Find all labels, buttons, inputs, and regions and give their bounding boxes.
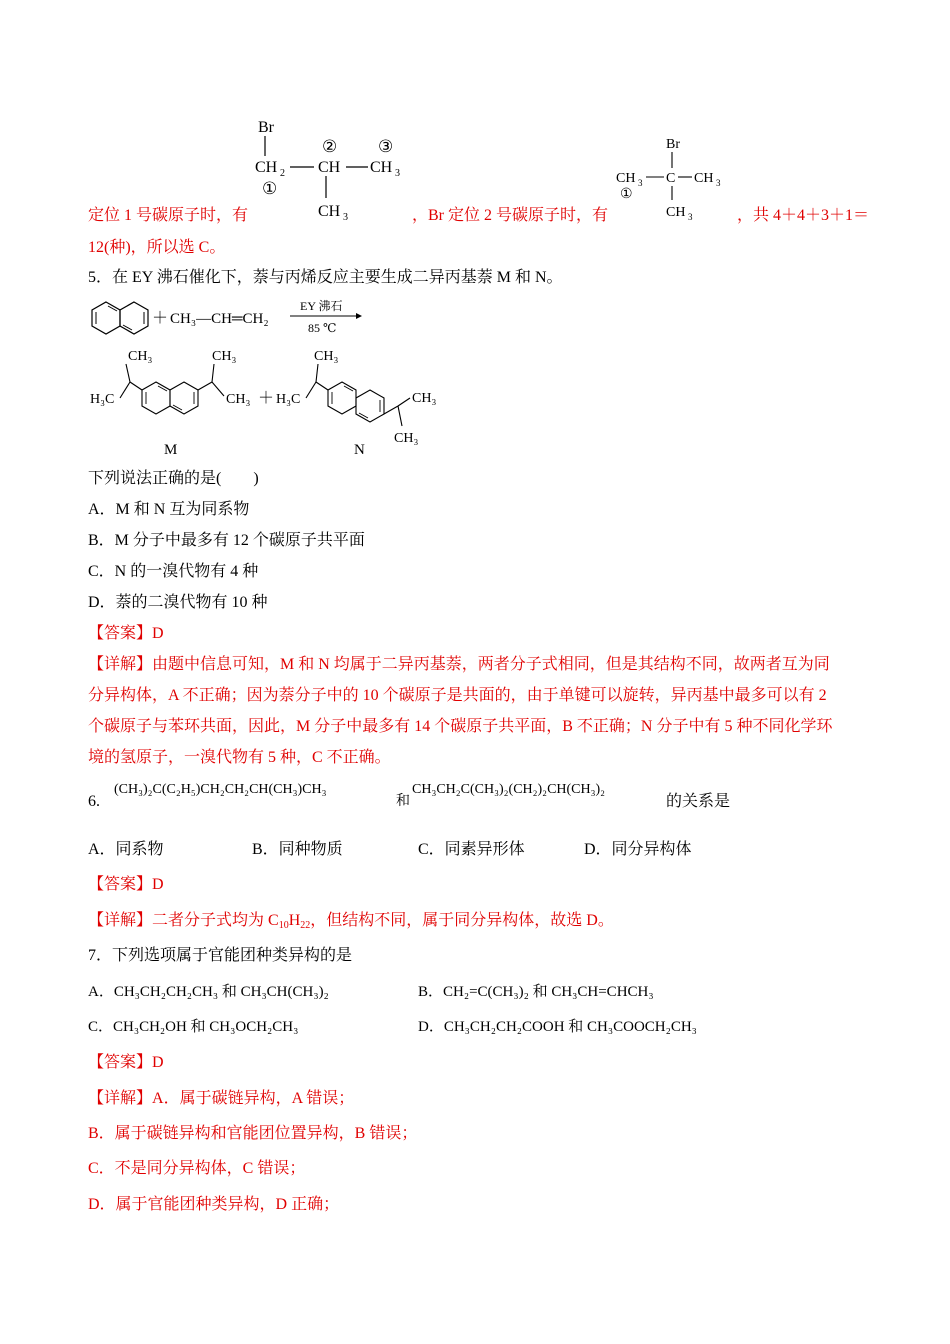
q6-and: 和 [396, 794, 410, 809]
intro-text-line2: 12(种)，所以选 C。 [88, 239, 226, 256]
q6-option-d: D．同分异构体 [584, 841, 692, 858]
struct1-ch2: CH [255, 159, 278, 176]
q6-option-a: A．同系物 [88, 841, 164, 858]
q5-products [86, 342, 456, 462]
svg-text:CH₃: CH₃ [212, 349, 237, 364]
q7-option-b: B．CH₂=C(CH₃)₂ 和 CH₃CH=CHCH₃ [418, 984, 654, 1000]
q5-stem: 5．在 EY 沸石催化下，萘与丙烯反应主要生成二异丙基萘 M 和 N。 [88, 269, 563, 286]
struct1-ch3b: CH [318, 203, 341, 220]
svg-text:3: 3 [343, 212, 348, 223]
q5-option-b: B．M 分子中最多有 12 个碳原子共平面 [88, 532, 365, 549]
q6-number: 6. [88, 793, 100, 810]
q7-detail-line-2: B．属于碳链异构和官能团位置异构，B 错误； [88, 1125, 418, 1142]
svg-text:CH₃: CH₃ [314, 349, 339, 364]
q7-option-c: C．CH₃CH₂OH 和 CH₃OCH₂CH₃ [88, 1019, 299, 1035]
svg-text:3: 3 [716, 178, 721, 188]
q6-option-b: B．同种物质 [252, 841, 343, 858]
struct2-locant-1: ① [620, 187, 633, 202]
svg-text:CH: CH [616, 171, 636, 186]
label-m: M [164, 442, 178, 458]
q5-option-c: C．N 的一溴代物有 4 种 [88, 563, 259, 580]
q6-option-c: C．同素异形体 [418, 841, 525, 858]
catalyst-label: EY 沸石 [300, 299, 343, 313]
bromobutane-structure-1 [250, 112, 430, 227]
q5-detail-line-2: 分异构体，A 不正确；因为萘分子中的 10 个碳原子是共面的，由于单键可以旋转，异丙基中最多可以有 2 [88, 687, 827, 704]
struct1-ch3: CH [370, 159, 393, 176]
svg-text:C: C [666, 171, 676, 186]
q7-option-a: A．CH₃CH₂CH₂CH₃ 和 CH₃CH(CH₃)₂ [88, 984, 329, 1000]
q5-answer: 【答案】D [88, 625, 164, 642]
bromobutane-structure-2 [612, 132, 732, 222]
q5-detail-line-4: 境的氢原子，一溴代物有 5 种，C 不正确。 [88, 749, 391, 766]
q7-detail-line-4: D．属于官能团种类异构，D 正确； [88, 1196, 340, 1213]
struct1-br: Br [258, 119, 274, 136]
svg-text:＋: ＋ [258, 390, 275, 407]
svg-text:CH₃: CH₃ [394, 431, 419, 446]
svg-text:3: 3 [395, 168, 400, 179]
svg-text:2: 2 [280, 168, 285, 179]
q6-answer: 【答案】D [88, 876, 164, 893]
svg-text:H₃C: H₃C [276, 392, 301, 407]
propene-formula: CH₃—CH═CH₂ [170, 311, 269, 327]
q5-reaction-equation [86, 292, 366, 342]
q6-formula-1: (CH₃)₂C(C₂H₅)CH₂CH₂CH(CH₃)CH₃ [114, 782, 327, 797]
q7-detail-line-1: 【详解】A．属于碳链异构，A 错误； [88, 1090, 355, 1107]
q7-answer: 【答案】D [88, 1054, 164, 1071]
struct1-ch: CH [318, 159, 341, 176]
intro-text-a: 定位 1 号碳原子时，有 [88, 207, 249, 224]
locant-2: ② [322, 137, 338, 156]
q6-formula-2: CH₃CH₂C(CH₃)₂(CH₂)₂CH(CH₃)₂ [412, 782, 606, 797]
label-n: N [354, 442, 365, 458]
temperature-label: 85 ℃ [308, 321, 337, 335]
q7-detail-line-3: C．不是同分异构体，C 错误； [88, 1160, 306, 1177]
svg-text:CH: CH [666, 205, 686, 220]
svg-text:H₃C: H₃C [90, 392, 115, 407]
q6-detail: 【详解】二者分子式均为 $C_{10}H_{22}$，但结构不同，属于同分异构体，故选 D。 [88, 912, 614, 931]
locant-3: ③ [378, 137, 394, 156]
q5-option-d: D．萘的二溴代物有 10 种 [88, 594, 268, 611]
intro-text-b: ，Br 定位 2 号碳原子时，有 [412, 207, 609, 224]
svg-text:3: 3 [638, 178, 643, 188]
svg-text:3: 3 [688, 212, 693, 222]
svg-text:CH₃: CH₃ [128, 349, 153, 364]
q5-detail-line-3: 个碳原子与苯环共面，因此，M 分子中最多有 14 个碳原子共平面，B 不正确；N 分子中有 5 种不同化学环 [88, 718, 833, 735]
q6-tail: 的关系是 [666, 793, 731, 810]
struct2-br: Br [666, 137, 680, 152]
svg-text:CH₃: CH₃ [412, 391, 437, 406]
svg-text:＋: ＋ [152, 310, 169, 327]
svg-text:CH: CH [694, 171, 714, 186]
q5-detail-line-1: 【详解】由题中信息可知，M 和 N 均属于二异丙基萘，两者分子式相同，但是其结构不同，故两者互为同 [88, 656, 830, 673]
locant-1: ① [262, 179, 278, 198]
q7-option-d: D．CH₃CH₂CH₂COOH 和 CH₃COOCH₂CH₃ [418, 1019, 697, 1035]
intro-text-c: ，共 4＋4＋3＋1＝ [737, 207, 870, 224]
q7-stem: 7．下列选项属于官能团种类异构的是 [88, 947, 353, 964]
q5-question: 下列说法正确的是( ) [88, 470, 259, 487]
svg-text:CH₃: CH₃ [226, 392, 251, 407]
q5-option-a: A．M 和 N 互为同系物 [88, 501, 250, 518]
